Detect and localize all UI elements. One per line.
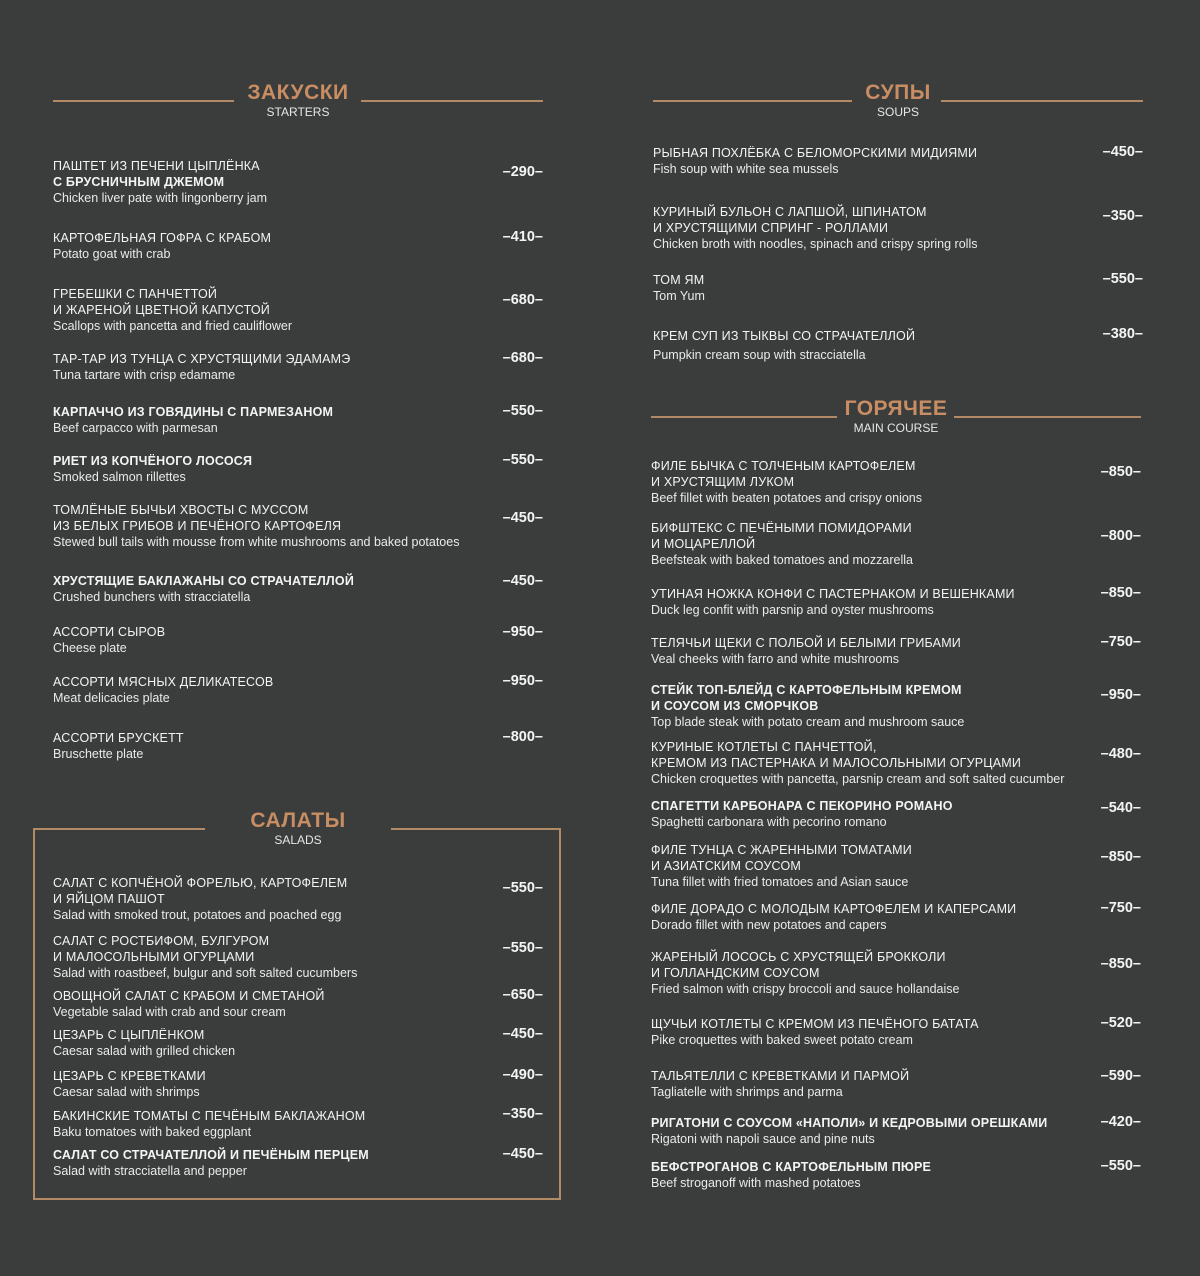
item-price: –450– (502, 1146, 543, 1162)
menu-item (53, 1147, 543, 1179)
menu-item (653, 272, 1143, 304)
item-name-en: Duck leg confit with parsnip and oyster mushrooms (651, 603, 934, 617)
item-name-en: Dorado fillet with new potatoes and capers (651, 918, 887, 932)
item-name-ru: КРЕМ СУП ИЗ ТЫКВЫ СО СТРАЧАТЕЛЛОЙ (653, 329, 916, 343)
main-course-subtitle: MAIN COURSE (853, 421, 939, 435)
menu-item (53, 674, 543, 706)
item-name-en: Salad with roastbeef, bulgur and soft salted cucumbers (53, 966, 358, 980)
item-name-ru: ГРЕБЕШКИ С ПАНЧЕТТОЙ И ЖАРЕНОЙ ЦВЕТНОЙ КАПУСТОЙ (53, 287, 270, 317)
item-name-ru: ОВОЩНОЙ САЛАТ С КРАБОМ И СМЕТАНОЙ (53, 989, 325, 1003)
item-name-ru: РИЕТ ИЗ КОПЧЁНОГО ЛОСОСЯ (53, 454, 253, 468)
item-price: –800– (502, 729, 543, 745)
item-name-en: Pike croquettes with baked sweet potato cream (651, 1033, 913, 1047)
item-name-ru: ФИЛЕ ТУНЦА С ЖАРЕННЫМИ ТОМАТАМИ И АЗИАТСКИМ СОУСОМ (651, 843, 912, 873)
menu-item (53, 158, 543, 206)
item-name-ru: РИГАТОНИ С СОУСОМ «НАПОЛИ» И КЕДРОВЫМИ ОРЕШКАМИ (651, 1116, 1048, 1130)
item-name-ru: АССОРТИ СЫРОВ (53, 625, 166, 639)
item-name-ru: ЦЕЗАРЬ С КРЕВЕТКАМИ (53, 1069, 206, 1083)
menu-item (651, 798, 1141, 830)
item-name-ru: ТЕЛЯЧЬИ ЩЕКИ С ПОЛБОЙ И БЕЛЫМИ ГРИБАМИ (651, 636, 961, 650)
item-price: –680– (502, 292, 543, 308)
item-price: –450– (502, 510, 543, 526)
item-name-ru: ТАЛЬЯТЕЛЛИ С КРЕВЕТКАМИ И ПАРМОЙ (651, 1069, 910, 1083)
main-course-header (651, 398, 1141, 438)
item-name-ru: ФИЛЕ ДОРАДО С МОЛОДЫМ КАРТОФЕЛЕМ И КАПЕРСАМИ (651, 902, 1017, 916)
soups-subtitle: SOUPS (876, 105, 919, 119)
item-name-en: Beef fillet with beaten potatoes and crispy onions (651, 491, 923, 505)
menu-item (651, 458, 1141, 506)
item-price: –380– (1102, 326, 1143, 342)
item-name-en: Veal cheeks with farro and white mushrooms (651, 652, 900, 666)
item-price: –480– (1100, 746, 1141, 762)
item-price: –450– (502, 573, 543, 589)
item-name-en: Salad with smoked trout, potatoes and poached egg (53, 908, 342, 922)
item-name-en: Caesar salad with grilled chicken (53, 1044, 236, 1058)
menu-item (53, 875, 543, 923)
item-price: –550– (502, 452, 543, 468)
item-name-ru: АССОРТИ МЯСНЫХ ДЕЛИКАТЕСОВ (53, 675, 274, 689)
item-name-en: Chicken liver pate with lingonberry jam (53, 191, 267, 205)
item-price: –290– (502, 164, 543, 180)
item-name-ru: ТАР-ТАР ИЗ ТУНЦА С ХРУСТЯЩИМИ ЭДАМАМЭ (53, 352, 351, 366)
item-name-en: Tom Yum (653, 289, 705, 303)
item-name-en: Baku tomatoes with baked eggplant (53, 1125, 252, 1139)
item-name-ru: КУРИНЫЙ БУЛЬОН С ЛАПШОЙ, ШПИНАТОМ И ХРУСТЯЩИМИ СПРИНГ - РОЛЛАМИ (653, 205, 927, 235)
menu-item (53, 573, 543, 605)
menu-item (651, 635, 1141, 667)
item-price: –550– (502, 940, 543, 956)
item-name-ru: ФИЛЕ БЫЧКА С ТОЛЧЕНЫМ КАРТОФЕЛЕМ И ХРУСТЯЩИМ ЛУКОМ (651, 459, 916, 489)
item-name-en: Fish soup with white sea mussels (653, 162, 839, 176)
menu-item (651, 842, 1141, 890)
menu-item (53, 230, 543, 262)
item-name-ru: САЛАТ С РОСТБИФОМ, БУЛГУРОМ И МАЛОСОЛЬНЫМИ ОГУРЦАМИ (53, 934, 270, 964)
item-name-en: Beef carpacco with parmesan (53, 421, 218, 435)
item-name-ru: КУРИНЫЕ КОТЛЕТЫ С ПАНЧЕТТОЙ, КРЕМОМ ИЗ ПАСТЕРНАКА И МАЛОСОЛЬНЫМИ ОГУРЦАМИ (651, 740, 1022, 770)
item-name-en: Spaghetti carbonara with pecorino romano (651, 815, 887, 829)
menu-item (651, 739, 1141, 787)
item-price: –850– (1100, 849, 1141, 865)
item-price: –520– (1100, 1015, 1141, 1031)
item-name-en: Fried salmon with crispy broccoli and sauce hollandaise (651, 982, 960, 996)
item-price: –550– (502, 880, 543, 896)
soups-title: СУПЫ (865, 81, 931, 104)
item-name-en: Tagliatelle with shrimps and parma (651, 1085, 843, 1099)
item-name-en: Cheese plate (53, 641, 127, 655)
item-name-ru: ХРУСТЯЩИЕ БАКЛАЖАНЫ СО СТРАЧАТЕЛЛОЙ (53, 574, 355, 588)
item-name-en: Rigatoni with napoli sauce and pine nuts (651, 1132, 875, 1146)
item-price: –590– (1100, 1068, 1141, 1084)
item-name-ru: ЩУЧЬИ КОТЛЕТЫ С КРЕМОМ ИЗ ПЕЧЁНОГО БАТАТА (651, 1017, 979, 1031)
item-name-ru: БИФШТЕКС С ПЕЧЁНЫМИ ПОМИДОРАМИ И МОЦАРЕЛЛОЙ (651, 521, 912, 551)
item-price: –550– (1100, 1158, 1141, 1174)
menu-item (53, 624, 543, 656)
menu-item (53, 730, 543, 762)
menu-item (53, 1027, 543, 1059)
soups-header (653, 82, 1143, 122)
salads-header (53, 810, 543, 850)
item-name-en: Smoked salmon rillettes (53, 470, 186, 484)
menu-item (53, 502, 543, 550)
item-name-en: Chicken croquettes with pancetta, parsnip cream and soft salted cucumber (651, 772, 1065, 786)
item-price: –450– (1102, 144, 1143, 160)
item-name-ru: КАРПАЧЧО ИЗ ГОВЯДИНЫ С ПАРМЕЗАНОМ (53, 405, 334, 419)
item-name-ru: ЖАРЕНЫЙ ЛОСОСЬ С ХРУСТЯЩЕЙ БРОККОЛИ И ГОЛЛАНДСКИМ СОУСОМ (651, 950, 946, 980)
item-price: –850– (1100, 464, 1141, 480)
item-price: –680– (502, 350, 543, 366)
item-name-ru: РЫБНАЯ ПОХЛЁБКА С БЕЛОМОРСКИМИ МИДИЯМИ (653, 146, 978, 160)
item-name-en: Salad with stracciatella and pepper (53, 1164, 247, 1178)
item-name-ru: БЕФСТРОГАНОВ С КАРТОФЕЛЬНЫМ ПЮРЕ (651, 1160, 932, 1174)
item-price: –850– (1100, 585, 1141, 601)
item-name-ru: БАКИНСКИЕ ТОМАТЫ С ПЕЧЁНЫМ БАКЛАЖАНОМ (53, 1109, 366, 1123)
menu-item (651, 901, 1141, 933)
item-name-en: Chicken broth with noodles, spinach and crispy spring rolls (653, 237, 978, 251)
menu-item (53, 1068, 543, 1100)
item-name-en: Pumpkin cream soup with stracciatella (653, 348, 866, 362)
starters-header (53, 82, 543, 122)
item-price: –950– (502, 673, 543, 689)
menu-item (651, 949, 1141, 997)
item-name-en: Vegetable salad with crab and sour cream (53, 1005, 286, 1019)
item-name-ru: ТОМЛЁНЫЕ БЫЧЬИ ХВОСТЫ С МУССОМ ИЗ БЕЛЫХ ГРИБОВ И ПЕЧЁНОГО КАРТОФЕЛЯ (53, 503, 342, 533)
item-name-en: Stewed bull tails with mousse from white mushrooms and baked potatoes (53, 535, 460, 549)
item-name-en: Tuna fillet with fried tomatoes and Asian sauce (651, 875, 909, 889)
item-name-en: Potato goat with crab (53, 247, 171, 261)
menu-item (651, 1068, 1141, 1100)
item-name-ru: СТЕЙК ТОП-БЛЕЙД С КАРТОФЕЛЬНЫМ КРЕМОМ И СОУСОМ ИЗ СМОРЧКОВ (651, 683, 962, 713)
item-name-en: Meat delicacies plate (53, 691, 170, 705)
item-name-ru: КАРТОФЕЛЬНАЯ ГОФРА С КРАБОМ (53, 231, 272, 245)
item-price: –850– (1100, 956, 1141, 972)
menu-item (651, 520, 1141, 568)
item-name-ru: АССОРТИ БРУСКЕТТ (53, 731, 184, 745)
item-name-en: Top blade steak with potato cream and mushroom sauce (651, 715, 965, 729)
salads-subtitle: SALADS (274, 833, 322, 847)
item-name-ru: ПАШТЕТ ИЗ ПЕЧЕНИ ЦЫПЛЁНКА С БРУСНИЧНЫМ ДЖЕМОМ (53, 159, 260, 189)
item-name-ru: УТИНАЯ НОЖКА КОНФИ С ПАСТЕРНАКОМ И ВЕШЕНКАМИ (651, 587, 1015, 601)
item-price: –420– (1100, 1114, 1141, 1130)
item-name-ru: САЛАТ С КОПЧЁНОЙ ФОРЕЛЬЮ, КАРТОФЕЛЕМ И ЯЙЦОМ ПАШОТ (53, 876, 348, 906)
item-name-en: Tuna tartare with crisp edamame (53, 368, 236, 382)
item-name-ru: ТОМ ЯМ (653, 273, 705, 287)
menu-item (53, 1108, 543, 1140)
menu-item (53, 351, 543, 383)
item-price: –410– (502, 229, 543, 245)
item-name-en: Beef stroganoff with mashed potatoes (651, 1176, 861, 1190)
item-price: –750– (1100, 634, 1141, 650)
starters-title: ЗАКУСКИ (247, 81, 349, 104)
menu-item (651, 1115, 1141, 1147)
menu-item (653, 204, 1143, 252)
item-name-ru: САЛАТ СО СТРАЧАТЕЛЛОЙ И ПЕЧЁНЫМ ПЕРЦЕМ (53, 1148, 369, 1162)
item-name-en: Beefsteak with baked tomatoes and mozzarella (651, 553, 913, 567)
menu-item (653, 328, 1143, 363)
item-price: –750– (1100, 900, 1141, 916)
item-price: –550– (1102, 271, 1143, 287)
item-price: –350– (1102, 208, 1143, 224)
item-price: –490– (502, 1067, 543, 1083)
item-price: –450– (502, 1026, 543, 1042)
salads-title: САЛАТЫ (205, 810, 391, 832)
item-price: –800– (1100, 528, 1141, 544)
menu-item (53, 453, 543, 485)
menu-item (53, 988, 543, 1020)
item-name-ru: ЦЕЗАРЬ С ЦЫПЛЁНКОМ (53, 1028, 205, 1042)
menu-item (653, 145, 1143, 177)
item-name-en: Caesar salad with shrimps (53, 1085, 200, 1099)
main-course-title: ГОРЯЧЕЕ (844, 397, 948, 420)
item-name-en: Bruschette plate (53, 747, 144, 761)
item-name-en: Crushed bunchers with stracciatella (53, 590, 251, 604)
item-price: –550– (502, 403, 543, 419)
starters-subtitle: STARTERS (266, 105, 330, 119)
item-price: –650– (502, 987, 543, 1003)
menu-item (651, 682, 1141, 730)
menu-item (651, 1016, 1141, 1048)
item-name-en: Scallops with pancetta and fried cauliflower (53, 319, 293, 333)
item-price: –950– (502, 624, 543, 640)
item-name-ru: СПАГЕТТИ КАРБОНАРА С ПЕКОРИНО РОМАНО (651, 799, 953, 813)
menu-item (53, 933, 543, 981)
item-price: –540– (1100, 800, 1141, 816)
menu-item (53, 404, 543, 436)
menu-item (651, 586, 1141, 618)
menu-item (53, 286, 543, 334)
item-price: –950– (1100, 687, 1141, 703)
item-price: –350– (502, 1106, 543, 1122)
menu-item (651, 1159, 1141, 1191)
